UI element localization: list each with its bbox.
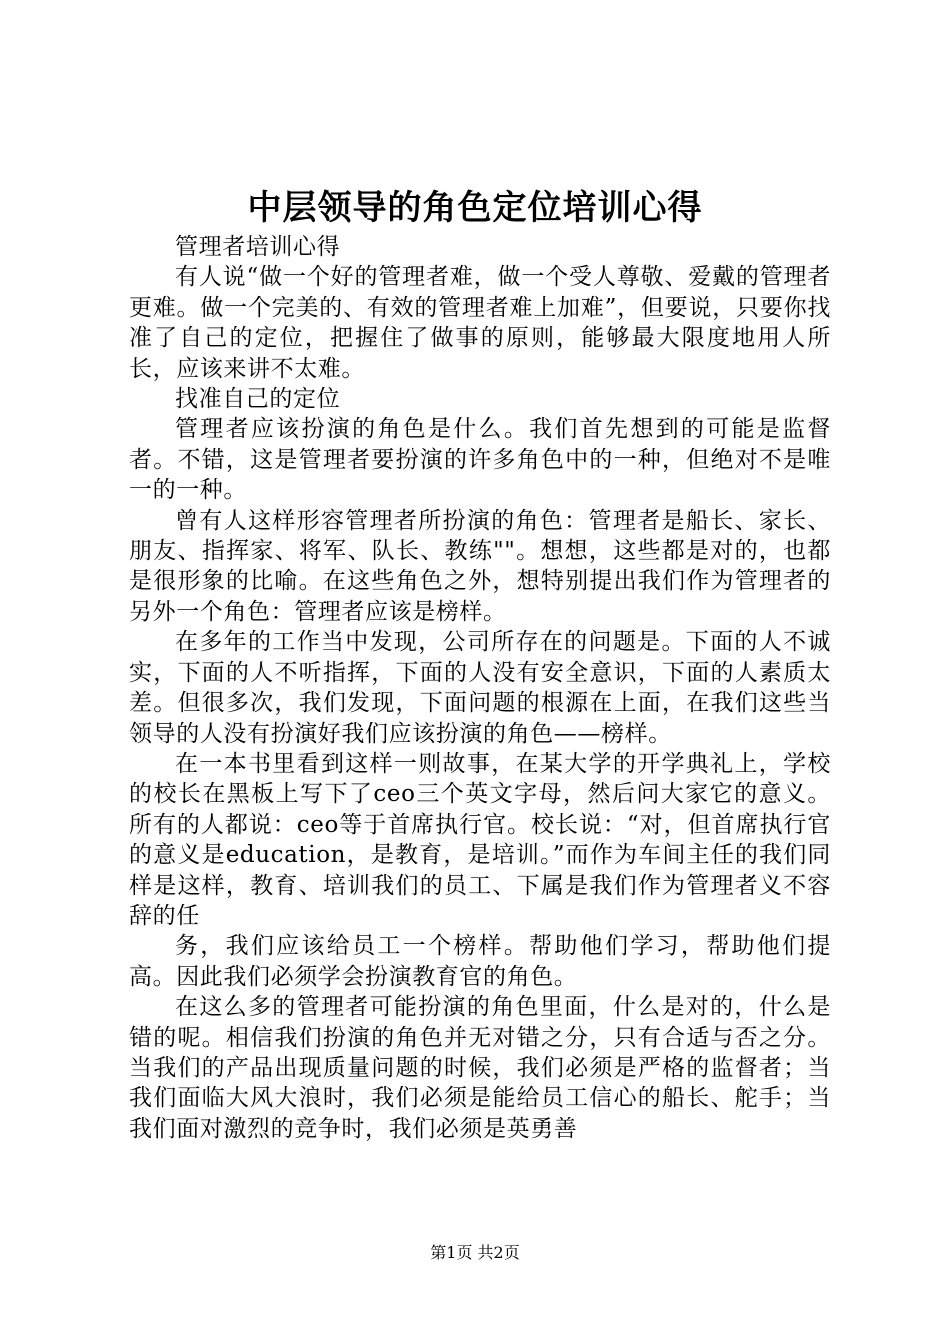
paragraph: 在这么多的管理者可能扮演的角色里面，什么是对的，什么是错的呢。相信我们扮演的角色并无对错之分，只有合适与否之分。当我们的产品出现质量问题的时候，我们必须是严格的监督者；当我们面临大风大浪时，我们必须是能给员工信心的船长、舵手；当我们面对激烈的竞争时，我们必须是英勇善: [129, 994, 831, 1142]
paragraph-heading: 找准自己的定位: [175, 386, 341, 413]
page-number-footer: 第1页 共2页: [430, 1243, 520, 1262]
paragraph-subtitle: 管理者培训心得: [175, 234, 341, 260]
paragraph: 有人说“做一个好的管理者难，做一个受人尊敬、爱戴的管理者更难。做一个完美的、有效的管理者难上加难”，但要说，只要你找准了自己的定位，把握住了做事的原则，能够最大限度地用人所长，应该来讲不太难。: [129, 264, 831, 382]
document-body: [129, 232, 831, 1144]
paragraph: 曾有人这样形容管理者所扮演的角色：管理者是船长、家长、朋友、指挥家、将军、队长、教练""。想想，这些都是对的，也都是很形象的比喻。在这些角色之外，想特别提出我们作为管理者的另外一个角色：管理者应该是榜样。: [129, 507, 831, 625]
paragraph: 在多年的工作当中发现，公司所存在的问题是。下面的人不诚实，下面的人不听指挥，下面的人没有安全意识，下面的人素质太差。但很多次，我们发现，下面问题的根源在上面，在我们这些当领导的人没有扮演好我们应该扮演的角色——榜样。: [129, 629, 831, 747]
paragraph: 务，我们应该给员工一个榜样。帮助他们学习，帮助他们提高。因此我们必须学会扮演教育官的角色。: [129, 933, 831, 990]
document-title: 中层领导的角色定位培训心得: [247, 188, 703, 228]
paragraph: 管理者应该扮演的角色是什么。我们首先想到的可能是监督者。不错，这是管理者要扮演的许多角色中的一种，但绝对不是唯一的一种。: [129, 416, 831, 504]
paragraph: 在一本书里看到这样一则故事，在某大学的开学典礼上，学校的校长在黑板上写下了ceo三个英文字母，然后问大家它的意义。所有的人都说：ceo等于首席执行官。校长说：“对，但首席执行官的意义是education，是教育，是培训。”而作为车间主任的我们同样是这样，教育、培训我们的员工、下属是我们作为管理者义不容辞的任: [129, 750, 831, 929]
